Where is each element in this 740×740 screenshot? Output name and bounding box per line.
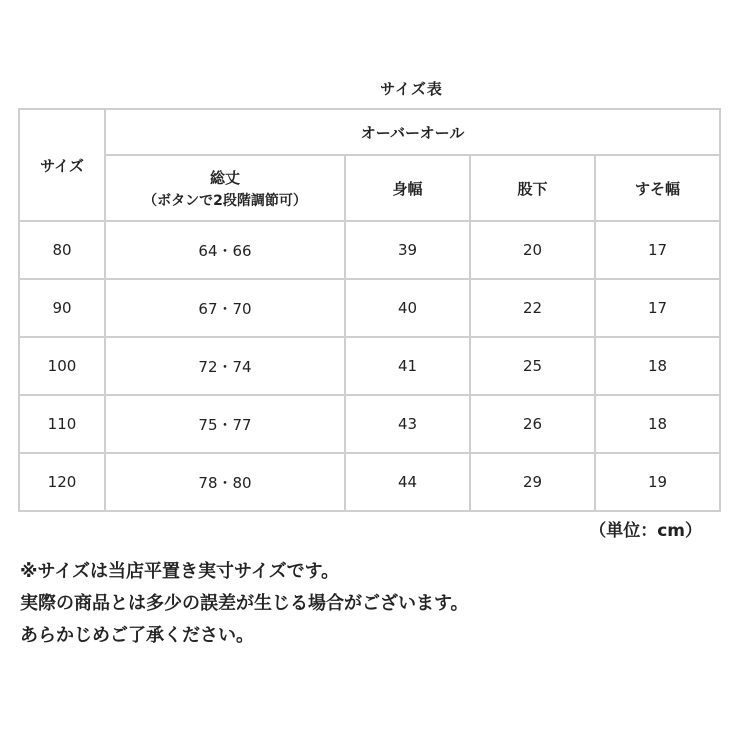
- table-row: [19, 279, 720, 337]
- cell-inseam: 20: [470, 221, 595, 279]
- note-line: あらかじめご了承ください。: [20, 625, 254, 646]
- cell-chest: 39: [345, 221, 470, 279]
- table-row: [19, 221, 720, 279]
- cell-hem: 17: [595, 279, 720, 337]
- cell-inseam: 29: [470, 453, 595, 511]
- size-header: サイズ: [19, 109, 105, 221]
- cell-hem: 18: [595, 337, 720, 395]
- cell-inseam: 26: [470, 395, 595, 453]
- column-header-hem: すそ幅: [595, 155, 720, 221]
- table-row: [19, 453, 720, 511]
- column-header-chest: 身幅: [345, 155, 470, 221]
- cell-size: 90: [19, 279, 105, 337]
- cell-size: 100: [19, 337, 105, 395]
- cell-size: 120: [19, 453, 105, 511]
- group-header: オーバーオール: [105, 109, 720, 155]
- column-header-length-note: （ボタンで2段階調節可）: [143, 192, 307, 209]
- cell-length: 78・80: [105, 453, 345, 511]
- column-header-length-label: 総丈: [209, 168, 240, 187]
- size-table: [18, 108, 721, 512]
- table-title: サイズ表: [380, 80, 443, 98]
- cell-chest: 40: [345, 279, 470, 337]
- note-line: 実際の商品とは多少の誤差が生じる場合がございます。: [20, 593, 469, 614]
- cell-length: 64・66: [105, 221, 345, 279]
- cell-chest: 44: [345, 453, 470, 511]
- column-header-length: [105, 155, 345, 221]
- cell-size: 80: [19, 221, 105, 279]
- cell-length: 67・70: [105, 279, 345, 337]
- notes: [20, 556, 469, 652]
- cell-chest: 41: [345, 337, 470, 395]
- cell-hem: 17: [595, 221, 720, 279]
- unit-label: （単位：cm）: [589, 521, 702, 541]
- cell-inseam: 22: [470, 279, 595, 337]
- cell-chest: 43: [345, 395, 470, 453]
- table-row: [19, 395, 720, 453]
- cell-size: 110: [19, 395, 105, 453]
- cell-hem: 19: [595, 453, 720, 511]
- note-line: ※サイズは当店平置き実寸サイズです。: [20, 561, 340, 582]
- cell-inseam: 25: [470, 337, 595, 395]
- column-header-inseam: 股下: [470, 155, 595, 221]
- cell-length: 75・77: [105, 395, 345, 453]
- table-row: [19, 337, 720, 395]
- cell-hem: 18: [595, 395, 720, 453]
- cell-length: 72・74: [105, 337, 345, 395]
